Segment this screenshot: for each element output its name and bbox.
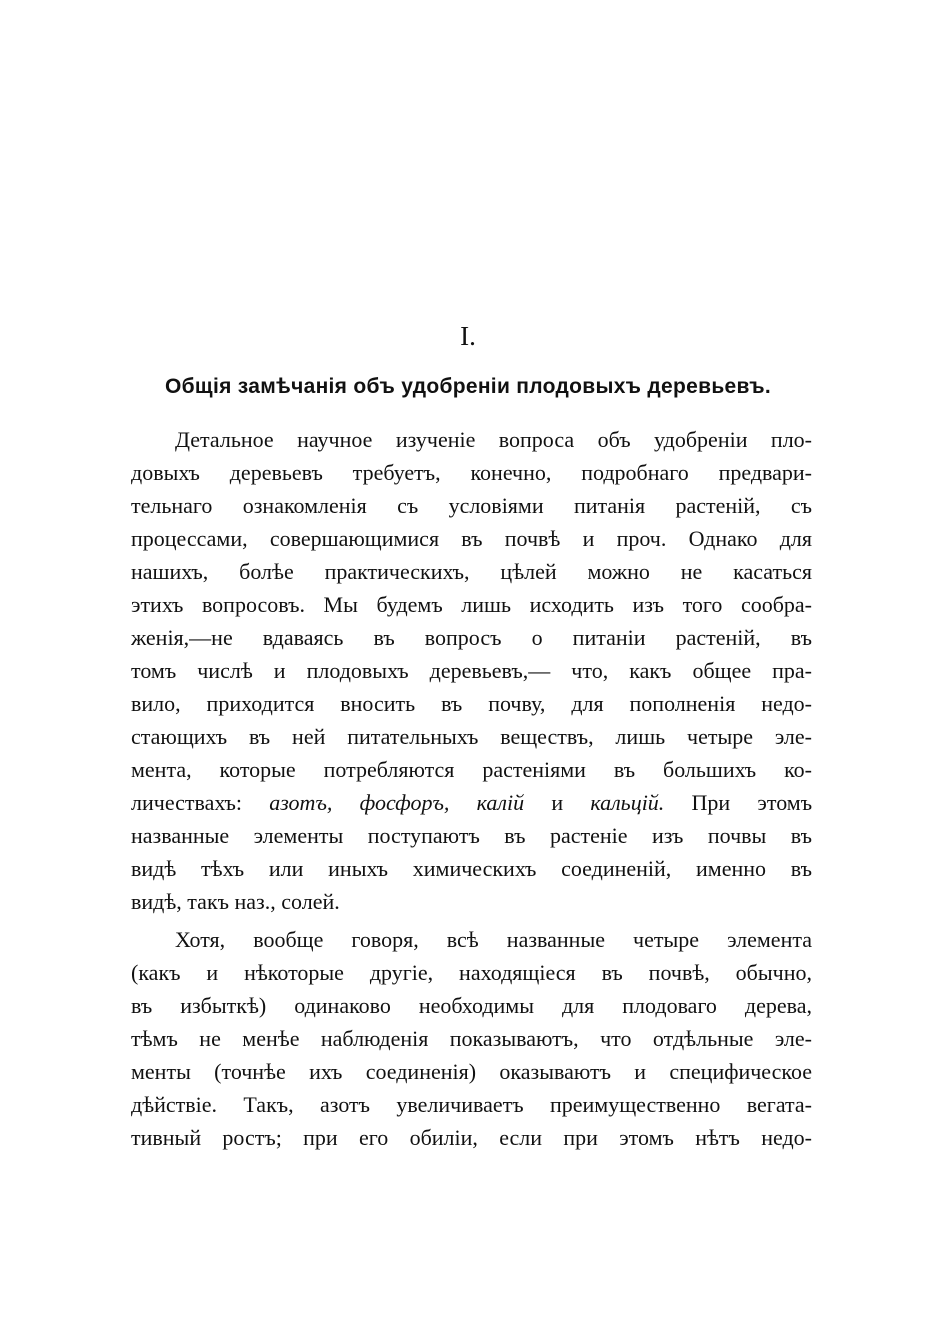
line-suffix: При этомъ [691, 790, 812, 815]
text-line: томъ числѣ и плодовыхъ деревьевъ,— что, какъ общее пра- [131, 658, 812, 683]
element-potassium: калій [476, 790, 525, 815]
text-line: тельнаго ознакомленія съ условіями питанія растеній, съ [131, 493, 812, 518]
text-line: дѣйствіе. Такъ, азотъ увеличиваетъ преимущественно вегата- [131, 1092, 812, 1117]
text-line: тивный ростъ; при его обиліи, если при этомъ нѣтъ недо- [131, 1125, 812, 1150]
text-line: видѣ тѣхъ или иныхъ химическихъ соединеній, именно въ [131, 856, 812, 881]
text-line: тѣмъ не менѣе наблюденія показываютъ, что отдѣльные эле- [131, 1026, 812, 1051]
text-line: (какъ и нѣкоторые другіе, находящіеся въ почвѣ, обычно, [131, 960, 812, 985]
text-line: видѣ, такъ наз., солей. [131, 889, 340, 914]
text-line: вило, приходится вносить въ почву, для пополненія недо- [131, 691, 812, 716]
chapter-title: Общія замѣчанія объ удобреніи плодовыхъ деревьевъ. [165, 375, 771, 398]
line-prefix: личествахъ: [131, 790, 243, 815]
element-phosphorus: фосфоръ, [359, 790, 450, 815]
text-line: въ избыткѣ) одинаково необходимы для плодоваго дерева, [131, 993, 812, 1018]
conjunction: и [551, 790, 564, 815]
element-calcium: кальцій. [590, 790, 665, 815]
element-nitrogen: азотъ, [269, 790, 333, 815]
text-line: нашихъ, болѣе практическихъ, цѣлей можно не касаться [131, 559, 812, 584]
text-line: названные элементы поступаютъ въ растеніе изъ почвы въ [131, 823, 812, 848]
paragraph-1 [131, 423, 812, 918]
chapter-number: I. [460, 321, 476, 351]
text-line: женія,—не вдаваясь въ вопросъ о питаніи растеній, въ [131, 625, 812, 650]
text-line: процессами, совершающимися въ почвѣ и проч. Однако для [131, 526, 812, 551]
text-line: менты (точнѣе ихъ соединенія) оказываютъ и специфическое [131, 1059, 812, 1084]
text-line: Хотя, вообще говоря, всѣ названные четыре элемента [175, 927, 812, 952]
text-line: Детальное научное изученіе вопроса объ удобреніи пло- [175, 427, 812, 452]
text-line: довыхъ деревьевъ требуетъ, конечно, подробнаго предвари- [131, 460, 812, 485]
text-line-with-elements [131, 786, 812, 819]
text-line: этихъ вопросовъ. Мы будемъ лишь исходить изъ того сообра- [131, 592, 812, 617]
paragraph-2 [131, 923, 812, 1154]
text-line: стающихъ въ ней питательныхъ веществъ, лишь четыре эле- [131, 724, 812, 749]
text-line: мента, которые потребляются растеніями въ большихъ ко- [131, 757, 812, 782]
